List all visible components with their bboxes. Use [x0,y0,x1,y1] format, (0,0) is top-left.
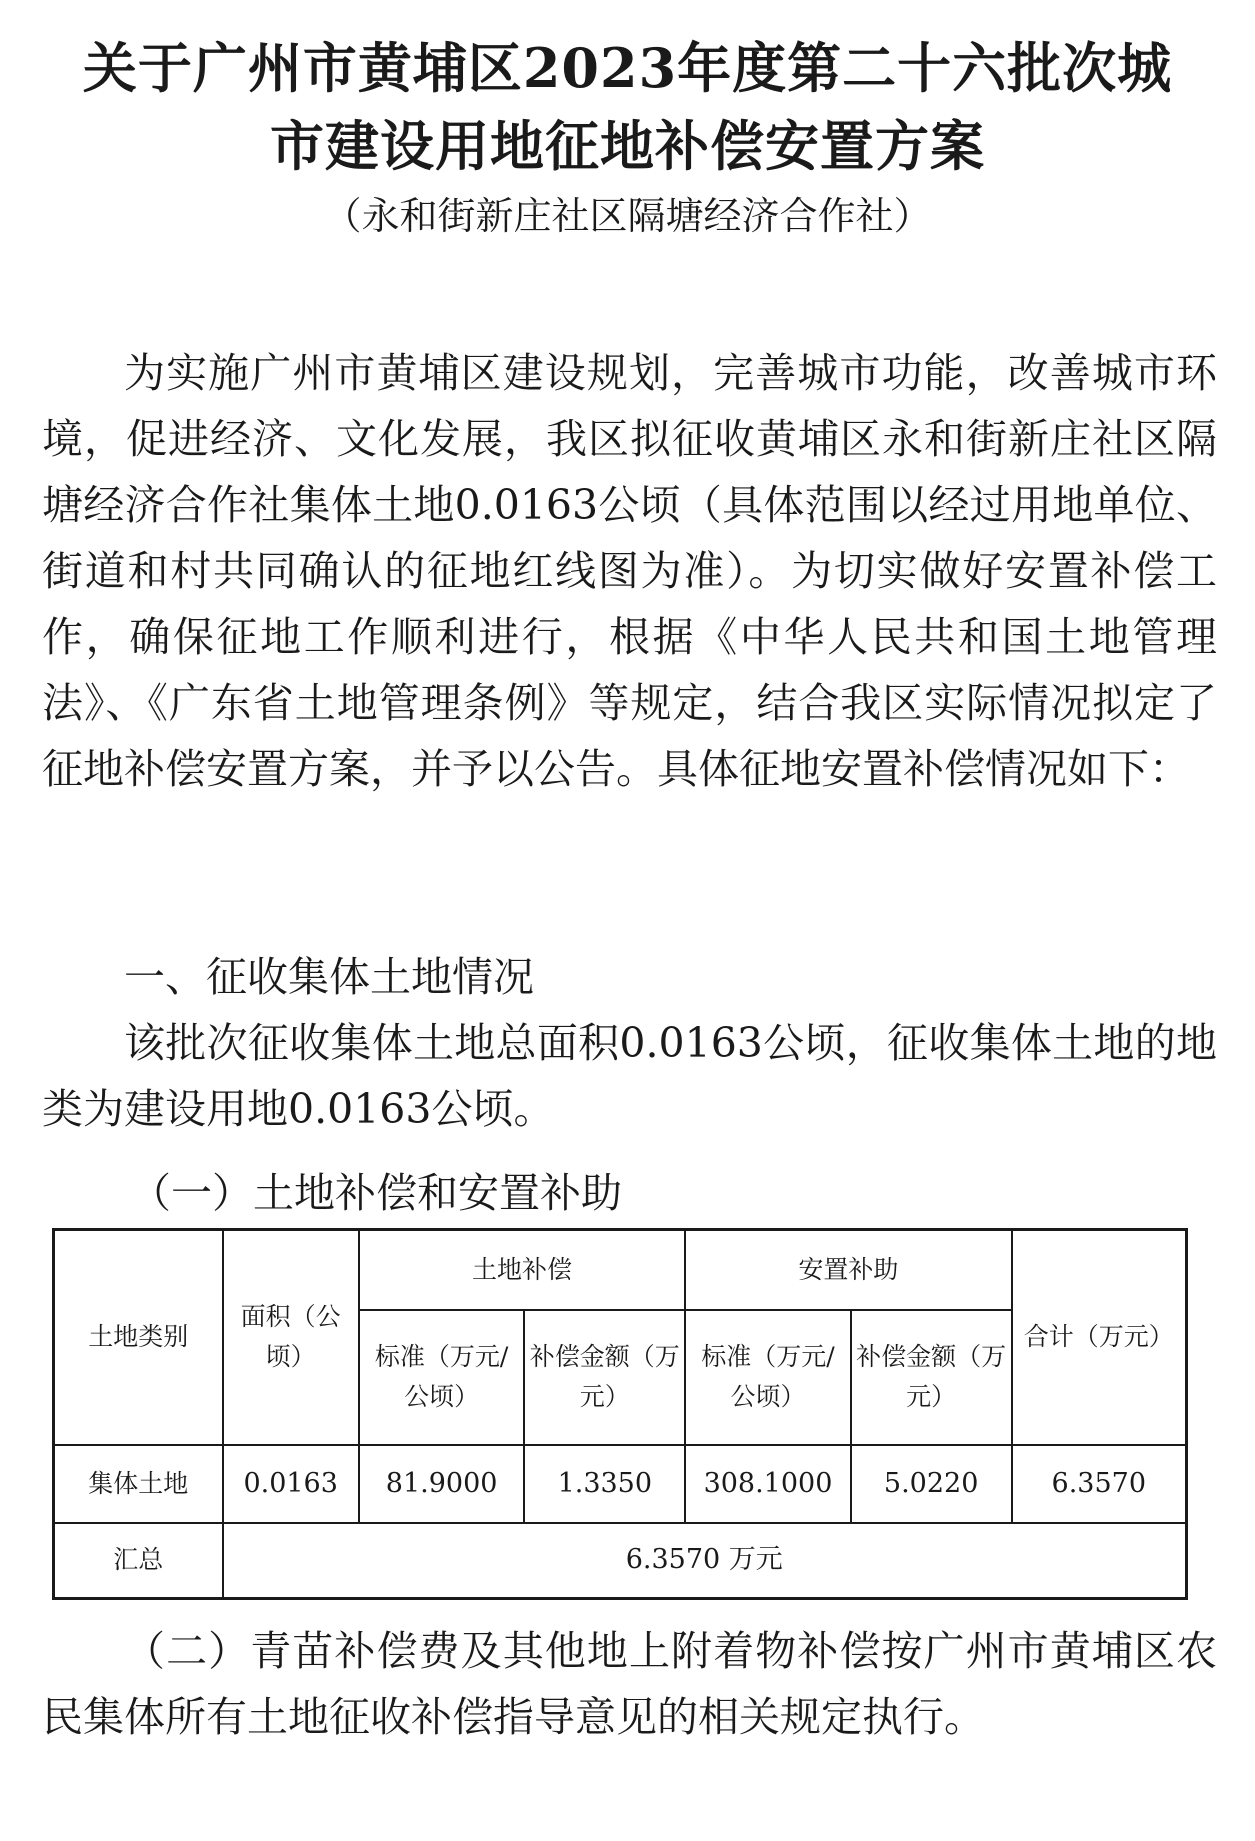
cell-land-standard: 81.9000 [359,1445,525,1523]
cell-total: 6.3570 [1012,1445,1187,1523]
header-resettle-standard: 标准（万元/公顷） [685,1310,851,1445]
header-area: 面积（公顷） [223,1230,359,1445]
summary-label: 汇总 [54,1523,223,1599]
document-subtitle: （永和街新庄社区隔塘经济合作社） [323,194,932,238]
document-title-line-2: 市建设用地征地补偿安置方案 [270,114,985,178]
header-land-standard: 标准（万元/公顷） [359,1310,525,1445]
summary-value: 6.3570 万元 [223,1523,1187,1599]
section-1-heading: 一、征收集体土地情况 [124,953,534,1001]
header-total: 合计（万元） [1012,1230,1187,1445]
header-resettlement-subsidy: 安置补助 [685,1230,1011,1310]
compensation-table [52,1228,1188,1600]
cell-land-amount: 1.3350 [524,1445,685,1523]
document-title-line-1: 关于广州市黄埔区2023年度第二十六批次城 [82,36,1173,100]
header-land-compensation: 土地补偿 [359,1230,685,1310]
subsection-2-paragraph: （二）青苗补偿费及其他地上附着物补偿按广州市黄埔区农民集体所有土地征收补偿指导意见的相关规定执行。 [42,1627,1217,1741]
subsection-1-heading: （一）土地补偿和安置补助 [130,1169,622,1217]
intro-paragraph: 为实施广州市黄埔区建设规划，完善城市功能，改善城市环境，促进经济、文化发展，我区拟征收黄埔区永和街新庄社区隔塘经济合作社集体土地0.0163公顷（具体范围以经过用地单位、街道和村共同确认的征地红线图为准）。为切实做好安置补偿工作，确保征地工作顺利进行，根据《中华人民共和国土地管理法》、《广东省土地管理条例》等规定，结合我区实际情况拟定了征地补偿安置方案，并予以公告。具体征地安置补偿情况如下： [42,349,1217,793]
header-resettle-amount: 补偿金额（万元） [851,1310,1012,1445]
cell-resettle-amount: 5.0220 [851,1445,1012,1523]
cell-area: 0.0163 [223,1445,359,1523]
cell-land-type: 集体土地 [54,1445,223,1523]
section-1-paragraph: 该批次征收集体土地总面积0.0163公顷，征收集体土地的地类为建设用地0.0163公顷。 [42,1019,1217,1133]
summary-row [54,1523,1187,1599]
header-land-type: 土地类别 [54,1230,223,1445]
header-land-amount: 补偿金额（万元） [524,1310,685,1445]
cell-resettle-standard: 308.1000 [685,1445,851,1523]
table-row [54,1445,1187,1523]
